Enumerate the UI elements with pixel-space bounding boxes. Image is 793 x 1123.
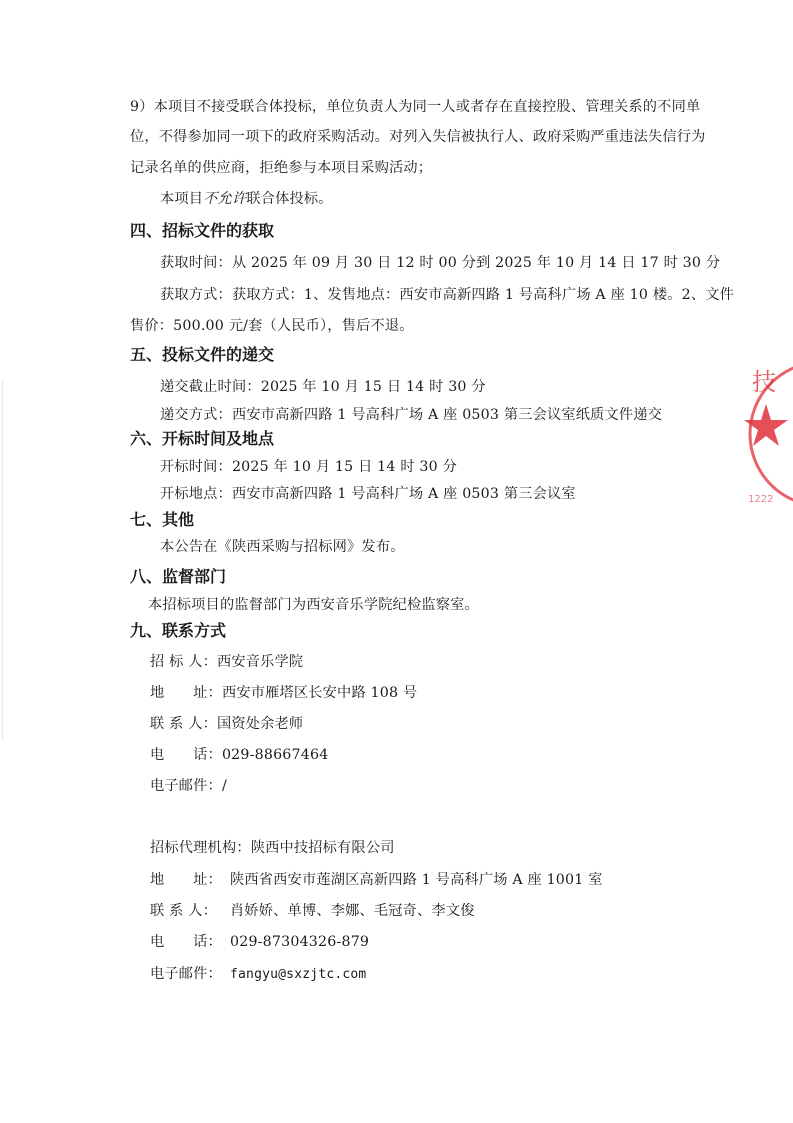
section8-title: 八、监督部门 (130, 567, 227, 586)
para9-line1: 9）本项目不接受联合体投标，单位负责人为同一人或者存在直接控股、管理关系的不同单 (130, 99, 701, 115)
buyer-address-label: 地 址： (150, 685, 222, 701)
section7-title: 七、其他 (130, 510, 195, 529)
buyer-phone-label: 电 话： (150, 747, 222, 763)
seal-char-text: 技 (752, 368, 776, 396)
section5-method: 递交方式：西安市高新四路 1 号高科广场 A 座 0503 第三会议室纸质文件递交 (160, 407, 663, 423)
agent-name-row (150, 838, 395, 858)
section8-text: 本招标项目的监督部门为西安音乐学院纪检监察室。 (148, 597, 479, 613)
buyer-name-row (150, 652, 303, 672)
para9-line2: 位，不得参加同一项下的政府采购活动。对列入失信被执行人、政府采购严重违法失信行为 (130, 129, 706, 145)
agent-contact-row (150, 901, 475, 921)
consortium-prefix: 本项目 (160, 191, 204, 207)
section4-method-line1: 获取方式：获取方式：1、发售地点：西安市高新四路 1 号高科广场 A 座 10 楼。2、文件 (160, 287, 735, 303)
para9-line3: 记录名单的供应商，拒绝参与本项目采购活动； (130, 160, 433, 176)
agent-contact-value: 肖娇娇、单博、李娜、毛冠奇、李文俊 (230, 903, 475, 919)
buyer-contact-label: 联 系 人： (150, 716, 217, 732)
section5-title: 五、投标文件的递交 (130, 345, 275, 364)
consortium-statement (160, 189, 333, 209)
agent-name-value: 陕西中技招标有限公司 (250, 840, 395, 856)
svg-text:1222: 1222 (748, 494, 774, 505)
buyer-name-label: 招 标 人： (150, 654, 217, 670)
agent-email-value: fangyu@sxzjtc.com (230, 967, 367, 982)
section4-method-line2: 售价：500.00 元/套（人民币），售后不退。 (130, 318, 414, 334)
consortium-emphasis: 不允许 (203, 191, 247, 207)
buyer-address-value: 西安市雁塔区长安中路 108 号 (221, 685, 418, 701)
agent-address-row (150, 870, 603, 890)
agent-name-label: 招标代理机构： (150, 840, 251, 856)
section7-text: 本公告在《陕西采购与招标网》发布。 (160, 539, 405, 555)
consortium-suffix: 联合体投标。 (246, 191, 333, 207)
agent-address-value: 陕西省西安市莲湖区高新四路 1 号高科广场 A 座 1001 室 (230, 872, 603, 888)
agent-address-label: 地 址： (150, 872, 222, 888)
buyer-email-row (150, 776, 227, 796)
company-seal (740, 352, 793, 512)
buyer-email-label: 电子邮件： (150, 778, 222, 794)
buyer-phone-value: 029-88667464 (221, 747, 329, 763)
scan-edge (2, 380, 3, 740)
agent-phone-label: 电 话： (150, 934, 222, 950)
section4-time: 获取时间：从 2025 年 09 月 30 日 12 时 00 分到 2025 年 10 月 14 日 17 时 30 分 (160, 255, 721, 271)
buyer-contact-value: 国资处余老师 (216, 716, 304, 732)
buyer-phone-row (150, 745, 328, 765)
agent-email-label: 电子邮件： (150, 966, 222, 982)
agent-contact-label: 联 系 人： (150, 903, 217, 919)
section6-title: 六、开标时间及地点 (130, 429, 275, 448)
section4-title: 四、招标文件的获取 (130, 221, 275, 240)
section9-title: 九、联系方式 (130, 621, 227, 640)
agent-email-row (150, 964, 366, 985)
buyer-name-value: 西安音乐学院 (216, 654, 304, 670)
buyer-contact-row (150, 714, 303, 734)
section6-place: 开标地点：西安市高新四路 1 号高科广场 A 座 0503 第三会议室 (160, 486, 576, 502)
buyer-email-value: / (221, 778, 227, 794)
section6-time: 开标时间：2025 年 10 月 15 日 14 时 30 分 (160, 459, 457, 475)
section5-deadline: 递交截止时间：2025 年 10 月 15 日 14 时 30 分 (160, 379, 486, 395)
buyer-address-row (150, 683, 417, 703)
agent-phone-value: 029-87304326-879 (230, 934, 370, 950)
agent-phone-row (150, 932, 369, 952)
